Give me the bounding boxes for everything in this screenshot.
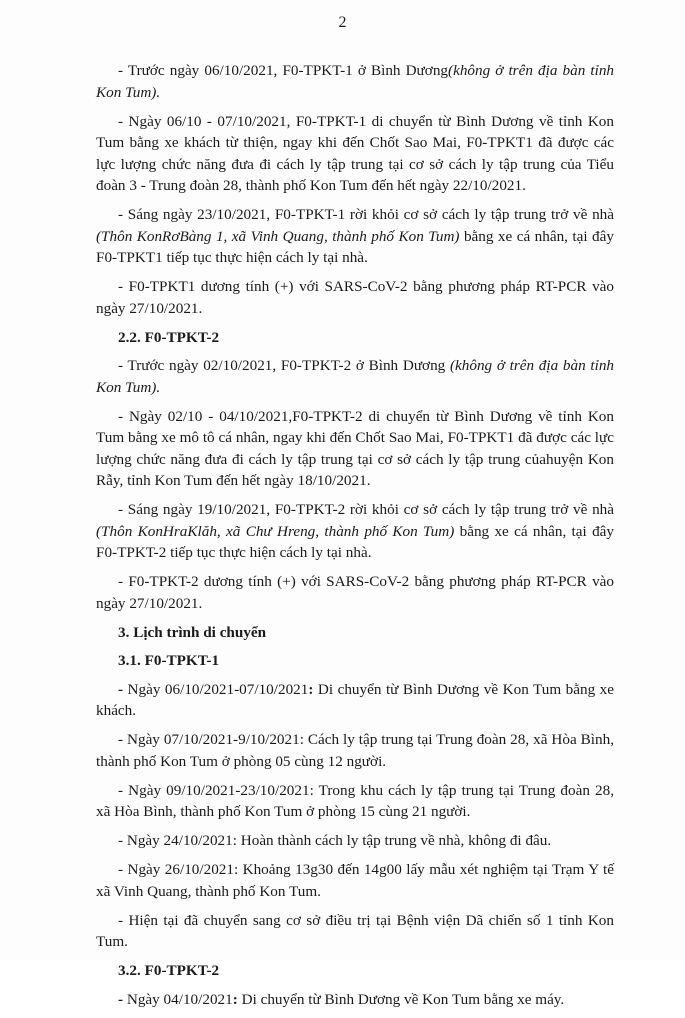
section-heading: 3. Lịch trình di chuyển — [118, 623, 267, 641]
paragraph: - F0-TPKT-2 dương tính (+) với SARS-CoV-2 bằng phương pháp RT-PCR vào ngày 27/10/2021. — [96, 573, 614, 612]
paragraph: - Ngày 09/10/2021-23/10/2021: Trong khu cách ly tập trung tại Trung đoàn 28, xã Hòa Bình, thành phố Kon Tum ở phòng 15 cùng 21 người. — [96, 781, 614, 820]
paragraph: - Ngày 26/10/2021: Khoảng 13g30 đến 14g00 lấy mẫu xét nghiệm tại Trạm Y tế xã Vinh Quang, thành phố Kon Tum. — [96, 861, 614, 900]
paragraph: - Ngày 02/10 - 04/10/2021,F0-TPKT-2 di chuyển từ Bình Dương về tỉnh Kon Tum bằng xe mô tô cá nhân, ngay khi đến Chốt Sao Mai, F0-TPKT1 đã được các lực lượng chức năng đưa đi cách ly tập trung tại cơ sở cách ly tập trung củahuyện Kon Rẫy, tỉnh Kon Tum đến hết ngày 18/10/2021. — [96, 407, 614, 489]
paragraph-bold-text: - — [118, 680, 128, 698]
paragraph: - Ngày 06/10 - 07/10/2021, F0-TPKT-1 di chuyển từ Bình Dương về tỉnh Kon Tum bằng xe khách từ thiện, ngay khi đến Chốt Sao Mai, F0-TPKT1 đã được các lực lượng chức năng đưa đi cách ly tập trung tại cơ sở cách ly tập trung của Tiểu đoàn 3 - Trung đoàn 28, thành phố Kon Tum đến hết ngày 22/10/2021. — [96, 112, 614, 194]
document-body — [96, 60, 614, 1018]
paragraph-text: Ngày 04/10/2021 — [123, 990, 233, 1008]
paragraph — [96, 60, 614, 103]
page-number: 2 — [338, 14, 347, 31]
paragraph-italic-text: (không ở trên địa bàn tỉnh Kon Tum). — [96, 62, 615, 101]
paragraph-text: Ngày 06/10/2021-07/10/2021 — [127, 680, 309, 698]
paragraph — [96, 204, 614, 269]
paragraph-bold-text: : — [308, 680, 314, 698]
paragraph-text: - Sáng ngày 19/10/2021, F0-TPKT-2 rời khỏi cơ sở cách ly tập trung trở về nhà — [118, 501, 614, 518]
paragraph-text: Di chuyển từ Bình Dương về Kon Tum bằng xe máy. — [237, 990, 565, 1008]
paragraph — [96, 679, 614, 722]
paragraph-italic-text: (Thôn KonRơBàng 1, xã Vinh Quang, thành phố Kon Tum) — [96, 227, 460, 245]
paragraph: - Ngày 07/10/2021-9/10/2021: Cách ly tập trung tại Trung đoàn 28, xã Hòa Bình, thành phố Kon Tum ở phòng 05 cùng 12 người. — [96, 731, 614, 770]
paragraph-italic-text: (không ở trên địa bàn tỉnh Kon Tum). — [96, 357, 615, 396]
paragraph-text: - Trước ngày 02/10/2021, F0-TPKT-2 ở Bình Dương — [118, 357, 450, 374]
paragraph-text: - Sáng ngày 23/10/2021, F0-TPKT-1 rời khỏi cơ sở cách ly tập trung trở về nhà — [118, 206, 614, 223]
paragraph — [96, 989, 614, 1011]
section-heading: 3.1. F0-TPKT-1 — [118, 652, 220, 669]
paragraph-bold-text: - — [118, 990, 124, 1008]
paragraph: - Hiện tại đã chuyển sang cơ sở điều trị tại Bệnh viện Dã chiến số 1 tỉnh Kon Tum. — [96, 911, 614, 950]
paragraph — [96, 499, 614, 564]
paragraph-italic-text: (Thôn KonHraKlăh, xã Chư Hreng, thành phố Kon Tum) — [96, 522, 455, 540]
paragraph-text: Di chuyển từ Bình Dương về Kon Tum bằng xe khách. — [96, 680, 614, 719]
paragraph-bold-text: : — [232, 990, 238, 1008]
section-heading: 3.2. F0-TPKT-2 — [118, 962, 220, 979]
paragraph — [96, 355, 614, 398]
paragraph: - F0-TPKT1 dương tính (+) với SARS-CoV-2 bằng phương pháp RT-PCR vào ngày 27/10/2021. — [96, 278, 614, 317]
paragraph-text: - Trước ngày 06/10/2021, F0-TPKT-1 ở Bình Dương — [118, 62, 449, 79]
paragraph-text: bằng xe cá nhân, tại đây F0-TPKT1 tiếp tục thực hiện cách ly tại nhà. — [96, 227, 614, 266]
paragraph-text: bằng xe cá nhân, tại đây F0-TPKT-2 tiếp tục thực hiện cách ly tại nhà. — [96, 522, 614, 561]
paragraph: - Ngày 24/10/2021: Hoàn thành cách ly tập trung về nhà, không đi đâu. — [118, 832, 552, 849]
section-heading: 2.2. F0-TPKT-2 — [118, 328, 220, 346]
